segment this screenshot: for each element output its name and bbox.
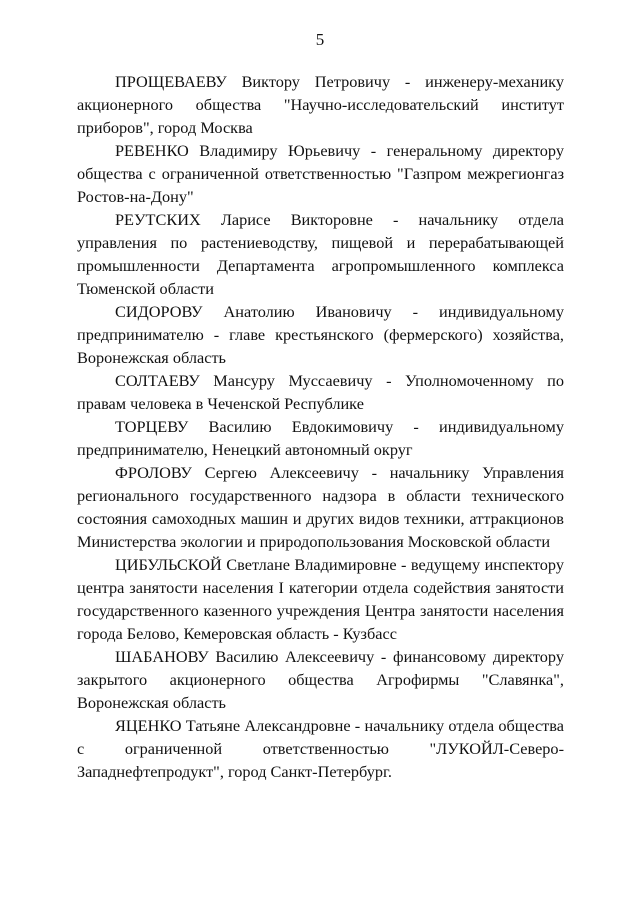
award-entry-1: ПРОЩЕВАЕВУ Виктору Петровичу - инженеру-механику акционерного общества "Научно-исследовательский институт приборов", город Москва [77,72,564,137]
award-entry-6: ТОРЦЕВУ Василию Евдокимовичу - индивидуальному предпринимателю, Ненецкий автономный округ [77,417,564,459]
award-entry-3: РЕУТСКИХ Ларисе Викторовне - начальнику отдела управления по растениеводству, пищевой и перерабатывающей промышленности Департамента агропромышленного комплекса Тюменской области [77,210,564,298]
award-entry-10: ЯЦЕНКО Татьяне Александровне - начальнику отдела общества с ограниченной ответственностью "ЛУКОЙЛ-Северо-Западнефтепродукт", город Санкт-Петербург. [77,716,564,781]
award-entry-4: СИДОРОВУ Анатолию Ивановичу - индивидуальному предпринимателю - главе крестьянского (фермерского) хозяйства, Воронежская область [77,302,564,367]
award-entry-8: ЦИБУЛЬСКОЙ Светлане Владимировне - ведущему инспектору центра занятости населения I категории отдела содействия занятости государственного казенного учреждения Центра занятости населения города Белово, Кемеровская область - Кузбасс [77,555,564,643]
award-entry-9: ШАБАНОВУ Василию Алексеевичу - финансовому директору закрытого акционерного общества Агрофирмы "Славянка", Воронежская область [77,647,564,712]
page-number: 5 [315,30,325,49]
award-entry-2: РЕВЕНКО Владимиру Юрьевичу - генеральному директору общества с ограниченной ответственностью "Газпром межрегионгаз Ростов-на-Дону" [77,141,564,206]
award-entry-7: ФРОЛОВУ Сергею Алексеевичу - начальнику Управления регионального государственного надзора в области технического состояния самоходных машин и других видов техники, аттракционов Министерства экологии и природопользования Московской области [77,463,564,551]
document-body [77,70,564,783]
award-entry-5: СОЛТАЕВУ Мансуру Муссаевичу - Уполномоченному по правам человека в Чеченской Республике [77,371,564,413]
